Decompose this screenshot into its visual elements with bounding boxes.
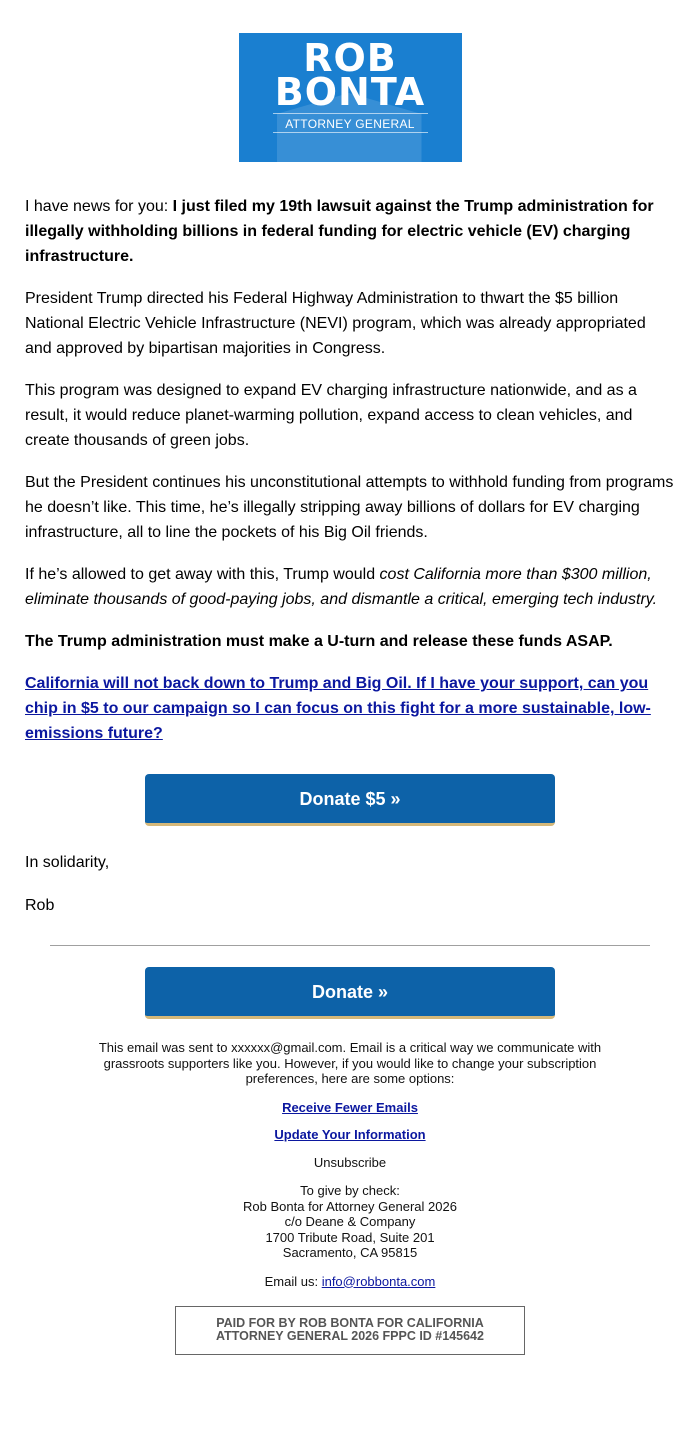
paragraph-nevi: President Trump directed his Federal Highway Administration to thwart the $5 billion National Electric Vehicle Infrastructure (NEVI) program, which was already appropriated and approved by bipartisan majorities in Congress. <box>25 290 646 357</box>
address-line: 1700 Tribute Road, Suite 201 <box>265 1229 435 1245</box>
signature-text: Rob <box>25 897 55 914</box>
email-address-link[interactable]: info@robbonta.com <box>321 1273 436 1289</box>
paragraph-ask <box>25 671 675 746</box>
unsubscribe-link[interactable]: Unsubscribe <box>313 1154 387 1170</box>
address-line: c/o Deane & Company <box>284 1214 416 1229</box>
closing-text: In solidarity, <box>25 854 110 871</box>
email-footer <box>0 1040 700 1355</box>
check-heading: To give by check: <box>300 1183 400 1198</box>
message-body <box>0 194 700 746</box>
campaign-logo <box>239 33 462 162</box>
paragraph-program: This program was designed to expand EV charging infrastructure nationwide, and as a result, it would reduce planet-warming pollution, expand access to clean vehicles, and create thousands of green jobs. <box>25 382 637 449</box>
paragraph-intro: I have news for you: I just filed my 19th lawsuit against the Trump administration for illegally withholding billions in federal funding for electric vehicle (EV) charging infrastructure. <box>25 198 654 265</box>
cost-emphasis: cost California more than $300 million, eliminate thousands of good-paying jobs, and dismantle a critical, emerging tech industry. <box>25 566 658 608</box>
address-line: Sacramento, CA 95815 <box>282 1245 418 1260</box>
paid-for-disclaimer: PAID FOR BY ROB BONTA FOR CALIFORNIA ATTORNEY GENERAL 2026 FPPC ID #145642 <box>175 1306 525 1355</box>
logo-last-name: BONTA <box>274 70 426 114</box>
paragraph-president: But the President continues his unconstitutional attempts to withhold funding from programs he doesn’t like. This time, he’s illegally stripping away billions of dollars for EV charging infrastructure, all to line the pockets of his Big Oil friends. <box>25 474 674 541</box>
signoff <box>0 853 700 916</box>
email-body <box>0 33 700 1355</box>
donate-5-button[interactable]: Donate $5 » <box>145 774 555 826</box>
subscription-notice: This email was sent to xxxxxx@gmail.com. Email is a critical way we communicate with grassroots supporters like you. However, if you would like to change your subscription preferences, here are some options: <box>98 1040 602 1086</box>
logo-first-name: ROB <box>303 36 397 80</box>
paragraph-cost: If he’s allowed to get away with this, Trump would cost California more than $300 million, eliminate thousands of good-paying jobs, and dismantle a critical, emerging tech industry. <box>25 566 658 608</box>
chip-in-link[interactable]: California will not back down to Trump and Big Oil. If I have your support, can you chip in $5 to our campaign so I can focus on this fight for a more sustainable, low-emissions future? <box>25 675 651 742</box>
divider <box>50 945 650 946</box>
donate-button[interactable]: Donate » <box>145 967 555 1019</box>
intro-emphasis: I just filed my 19th lawsuit against the Trump administration for illegally withholding billions in federal funding for electric vehicle (EV) charging infrastructure. <box>25 198 654 265</box>
address-line: Rob Bonta for Attorney General 2026 <box>243 1198 457 1214</box>
update-information-link[interactable]: Update Your Information <box>274 1127 426 1142</box>
logo-tagline: ATTORNEY GENERAL <box>273 113 428 133</box>
contact-email: Email us: info@robbonta.com <box>264 1273 436 1289</box>
paragraph-uturn: The Trump administration must make a U-turn and release these funds ASAP. <box>25 633 613 650</box>
receive-fewer-emails-link[interactable]: Receive Fewer Emails <box>282 1099 418 1115</box>
